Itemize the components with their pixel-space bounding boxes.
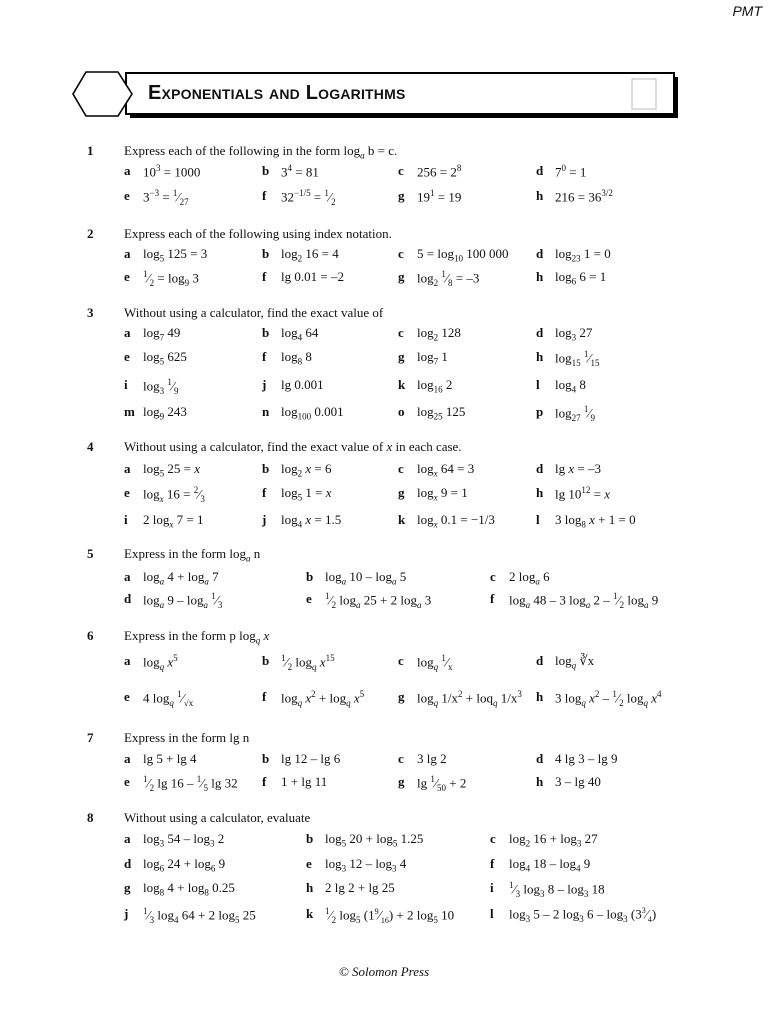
item-label: i (124, 377, 128, 392)
item-expression: $\log_4 64$ (281, 325, 319, 343)
item-label: b (262, 325, 270, 340)
item-label: d (536, 653, 544, 668)
question-text: Express each of the following in the form $\log_a b = c$. (124, 143, 398, 161)
item-expression: $\log_x 0.1 = -1/3$ (417, 512, 495, 530)
item-expression: $5 = \log_{10} 100$ 000 (417, 246, 509, 264)
question-number: 6 (87, 628, 94, 643)
item-label: a (124, 653, 131, 668)
item-expression: $^1⁄_2$ $\log_a 25 + 2$ $\log_a 3$ (325, 591, 432, 610)
item-label: h (306, 880, 314, 895)
item-expression: $3^4 = 81$ (281, 163, 319, 180)
item-label: m (124, 404, 135, 419)
item-label: d (536, 163, 544, 178)
item-label: g (398, 188, 405, 203)
item-label: h (536, 774, 544, 789)
item-expression: $^1⁄_3$ $\log_4 64 + 2$ $\log_5 25$ (143, 906, 256, 925)
item-label: p (536, 404, 544, 419)
item-label: f (490, 591, 495, 606)
item-expression: 1 + lg 11 (281, 774, 328, 789)
footer-copyright: © Solomon Press (338, 964, 430, 979)
item-label: f (262, 774, 267, 789)
item-label: c (398, 653, 404, 668)
item-label: c (398, 246, 404, 261)
item-expression: $\log_7 1$ (417, 349, 448, 367)
item-expression: $\log_3 5 - 2$ $\log_3 6 - \log_3$ $(3^3⁄_4)$ (509, 906, 657, 924)
question-text: Express in the form p $\log_q x$ (124, 628, 270, 646)
item-label: e (124, 349, 130, 364)
item-label: e (306, 591, 312, 606)
item-expression: $7^0 = 1$ (555, 163, 587, 180)
item-label: b (262, 163, 270, 178)
question-text: Without using a calculator, find the exact value of x in each case. (124, 439, 462, 454)
item-expression: 2 $\log_x 7 = 1$ (143, 512, 204, 530)
item-expression: $\log_2 16 + \log_3 27$ (509, 831, 598, 849)
item-label: h (536, 485, 544, 500)
item-expression: $\log_5 20 + \log_5 1.25$ (325, 831, 424, 849)
question-number: 5 (87, 546, 94, 561)
item-label: l (536, 512, 540, 527)
question-number: 3 (87, 305, 94, 320)
question-text: Express in the form lg n (124, 730, 250, 745)
item-expression: 3 – lg 40 (555, 774, 601, 789)
item-label: e (124, 485, 130, 500)
question-number: 8 (87, 810, 94, 825)
item-expression: $\log_3 27$ (555, 325, 593, 343)
item-expression: $\log_q$ ∛x (555, 653, 595, 671)
item-expression: lg 0.01 = –2 (281, 269, 344, 284)
item-label: c (398, 163, 404, 178)
item-label: b (306, 569, 314, 584)
item-expression: $216 = 36^{3/2}$ (555, 188, 613, 205)
item-label: a (124, 831, 131, 846)
item-expression: $\log_5 25 = x$ (143, 461, 200, 479)
item-expression: $\log_q$ $^1⁄_x$ (417, 653, 453, 672)
item-label: l (536, 377, 540, 392)
item-expression: 2 $\log_a 6$ (509, 569, 550, 587)
item-label: b (262, 461, 270, 476)
item-expression: $\log_8 8$ (281, 349, 312, 367)
item-expression: $\log_5 1 = x$ (281, 485, 332, 503)
item-expression: $\log_a 10 - \log_a 5$ (325, 569, 407, 587)
item-expression: $32^{-1/5}$ = $^1⁄_2$ (281, 188, 336, 207)
item-label: k (398, 512, 406, 527)
corner-label: PMT (732, 3, 762, 19)
item-label: a (124, 246, 131, 261)
item-label: e (124, 269, 130, 284)
item-label: c (398, 461, 404, 476)
question-number: 4 (87, 439, 94, 454)
item-label: a (124, 751, 131, 766)
item-expression: $\lg ^1⁄_{50} + 2$ (417, 774, 467, 793)
item-label: d (536, 325, 544, 340)
item-label: c (490, 831, 496, 846)
item-expression: $\log_4 18 - \log_4 9$ (509, 856, 591, 874)
item-expression: $\log_q x^2 + \log_q x^5$ (281, 689, 365, 708)
item-label: f (490, 856, 495, 871)
item-label: c (490, 569, 496, 584)
item-expression: $\log_q 1/x^2 + loq_q$ $1/x^3$ (417, 689, 522, 708)
question-text: Without using a calculator, find the exact value of (124, 305, 384, 320)
item-label: f (262, 349, 267, 364)
item-expression: lg 5 + lg 4 (143, 751, 197, 766)
item-label: b (262, 246, 270, 261)
item-expression: $\log_{15}$ $^1⁄_{15}$ (555, 349, 600, 368)
question-number: 2 (87, 226, 94, 241)
item-label: d (124, 856, 132, 871)
item-expression: lg x = –3 (555, 461, 601, 476)
item-label: i (124, 512, 128, 527)
item-expression: $\log_9 243$ (143, 404, 187, 422)
item-expression: 3 lg 2 (417, 751, 447, 766)
item-label: c (398, 751, 404, 766)
item-label: b (262, 751, 270, 766)
item-expression: $\log_4 x = 1.5$ (281, 512, 342, 530)
item-label: n (262, 404, 270, 419)
item-expression: $^1⁄_2 = \log_9 3$ (143, 269, 199, 288)
item-expression: $^1⁄_2$ $\log_5$ $(1^9⁄_{16}) + 2$ $\log_5 10$ (325, 906, 455, 925)
question-text: Express in the form $\log_a n$ (124, 546, 261, 564)
item-label: f (262, 689, 267, 704)
item-expression: $\log_{25} 125$ (417, 404, 466, 422)
item-label: d (536, 246, 544, 261)
page-title: Exponentials and Logarithms (148, 82, 406, 104)
item-label: f (262, 485, 267, 500)
item-label: o (398, 404, 405, 419)
item-expression: $\log_a 9 - \log_a$ $^1⁄_3$ (143, 591, 223, 610)
item-expression: $\log_3$ $^1⁄_9$ (143, 377, 179, 396)
item-expression: $\log_x 16$ = $^2⁄_3$ (143, 485, 205, 504)
item-expression: $\log_{100} 0.001$ (281, 404, 344, 422)
item-expression: $3^{-3}$ = $^1⁄_{27}$ (143, 188, 189, 207)
item-label: a (124, 569, 131, 584)
item-label: k (306, 906, 314, 921)
item-expression: $10^3 = 1000$ (143, 163, 201, 180)
item-expression: $\log_5 125 = 3$ (143, 246, 208, 264)
item-expression: $\log_{23} 1 = 0$ (555, 246, 611, 264)
item-label: b (306, 831, 314, 846)
item-expression: $19^1 = 19$ (417, 188, 462, 205)
question-text: Express each of the following using index notation. (124, 226, 392, 241)
item-label: a (124, 461, 131, 476)
item-expression: $^1⁄_3$ $\log_3 8 - \log_3 18$ (509, 880, 605, 899)
item-expression: $\log_2 16 = 4$ (281, 246, 339, 264)
item-label: h (536, 188, 544, 203)
item-label: b (262, 653, 270, 668)
item-label: j (124, 906, 129, 921)
item-expression: $\log_a 48 - 3$ $\log_a 2$ – $^1⁄_2$ $\log_a 9$ (509, 591, 659, 610)
item-label: h (536, 689, 544, 704)
item-expression: 4 lg 3 – lg 9 (555, 751, 618, 766)
question-number: 7 (87, 730, 94, 745)
item-expression: $\lg 10^{12} = x$ (555, 485, 610, 502)
item-expression: 3 $\log_8 x + 1 = 0$ (555, 512, 636, 530)
item-label: h (536, 349, 544, 364)
item-expression: $\log_2 x = 6$ (281, 461, 332, 479)
item-label: g (398, 689, 405, 704)
item-expression: $\log_{27}$ $^1⁄_9$ (555, 404, 596, 423)
item-expression: 2 lg 2 + lg 25 (325, 880, 395, 895)
item-label: f (262, 269, 267, 284)
item-expression: $\log_x 64 = 3$ (417, 461, 475, 479)
item-expression: lg 0.001 (281, 377, 324, 392)
item-expression: $\log_8 4 + \log_8 0.25$ (143, 880, 235, 898)
item-label: g (398, 485, 405, 500)
item-expression: $\log_3 12 - \log_3 4$ (325, 856, 407, 874)
item-label: g (398, 349, 405, 364)
item-expression: $256 = 2^8$ (417, 163, 462, 180)
question-text: Without using a calculator, evaluate (124, 810, 311, 825)
item-expression: lg 12 – lg 6 (281, 751, 341, 766)
item-label: d (124, 591, 132, 606)
item-expression: $\log_3 54 - \log_3 2$ (143, 831, 225, 849)
item-label: g (398, 269, 405, 284)
item-expression: $\log_q x^5$ (143, 653, 178, 672)
item-label: e (124, 188, 130, 203)
item-label: a (124, 163, 131, 178)
item-expression: $\log_5 625$ (143, 349, 187, 367)
item-label: e (124, 774, 130, 789)
item-label: e (306, 856, 312, 871)
item-label: k (398, 377, 406, 392)
item-label: a (124, 325, 131, 340)
item-expression: $^1⁄_2$ $\log_q x^{15}$ (281, 653, 335, 672)
item-expression: $^1⁄_2$ $\lg 16 - ^1⁄_5$ lg 32 (143, 774, 238, 793)
item-expression: $\log_6 24 + \log_6 9$ (143, 856, 226, 874)
item-label: i (490, 880, 494, 895)
item-label: d (536, 751, 544, 766)
item-expression: $\log_a 4 + \log_a 7$ (143, 569, 219, 587)
item-label: l (490, 906, 494, 921)
item-expression: $\log_6 6 = 1$ (555, 269, 607, 287)
item-label: g (124, 880, 131, 895)
item-label: f (262, 188, 267, 203)
item-expression: $\log_x 9 = 1$ (417, 485, 468, 503)
item-expression: $\log_7 49$ (143, 325, 181, 343)
item-label: j (262, 512, 267, 527)
item-expression: $\log_2 128$ (417, 325, 461, 343)
question-number: 1 (87, 143, 94, 158)
item-expression: 3 $\log_q x^2$ – $^1⁄_2$ $\log_q x^4$ (555, 689, 662, 708)
item-expression: $\log_{16} 2$ (417, 377, 453, 395)
item-label: e (124, 689, 130, 704)
item-label: c (398, 325, 404, 340)
item-label: h (536, 269, 544, 284)
item-label: j (262, 377, 267, 392)
item-expression: $\log_2$ $^1⁄_8 = -3$ (417, 269, 480, 288)
item-label: g (398, 774, 405, 789)
item-expression: $\log_4 8$ (555, 377, 586, 395)
item-label: d (536, 461, 544, 476)
item-expression: 4 $\log_q$ $^1⁄_{√x}$ (143, 689, 194, 708)
